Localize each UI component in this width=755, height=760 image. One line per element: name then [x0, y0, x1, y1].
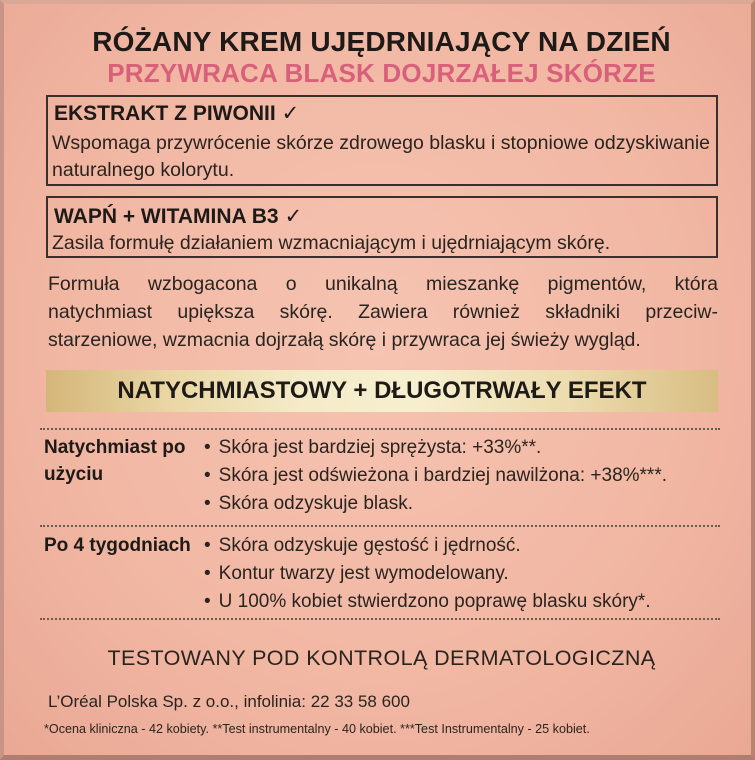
- result-label-4-weeks: [44, 532, 191, 559]
- list-item: • Skóra jest odświeżona i bardziej nawilżona: +38%***.: [204, 462, 724, 490]
- effect-band-text: NATYCHMIASTOWY + DŁUGOTRWAŁY EFEKT: [117, 377, 647, 404]
- ingredient-heading-text: WAPŃ + WITAMINA B3: [54, 205, 279, 228]
- ingredient-heading-text: EKSTRAKT Z PIWONII: [54, 102, 276, 125]
- ingredient-heading: [54, 204, 302, 229]
- checkmark-icon: ✓: [284, 205, 303, 228]
- checkmark-icon: ✓: [281, 102, 300, 125]
- result-list-immediate: [204, 434, 724, 518]
- ingredient-box-calcium: [46, 196, 718, 258]
- list-item: • U 100% kobiet stwierdzono poprawę blasku skóry*.: [204, 588, 724, 616]
- footnote: *Ocena kliniczna - 42 kobiety. **Test instrumentalny - 40 kobiet. ***Test Instrumentalny - 25 kobiet.: [44, 722, 590, 736]
- formula-description: [48, 270, 718, 354]
- result-label-line: Natychmiast po: [44, 437, 186, 458]
- list-item: • Skóra odzyskuje gęstość i jędrność.: [204, 532, 724, 560]
- product-title: RÓŻANY KREM UJĘDRNIAJĄCY NA DZIEŃ: [92, 26, 671, 57]
- dermatological-test-note: TESTOWANY POD KONTROLĄ DERMATOLOGICZNĄ: [107, 646, 656, 670]
- dotted-divider: [40, 525, 720, 527]
- formula-line: Formuła wzbogacona o unikalną mieszankę pigmentów, która: [48, 273, 718, 295]
- formula-line: natychmiast upiększa skórę. Zawiera również składniki przeciw-: [48, 301, 718, 323]
- result-label-line: użyciu: [44, 464, 104, 485]
- ingredient-description: Zasila formułę działaniem wzmacniającym i ujędrniającym skórę.: [52, 232, 611, 254]
- list-item: • Skóra jest bardziej sprężysta: +33%**.: [204, 434, 724, 462]
- ingredient-box-peony: [46, 95, 718, 186]
- result-label-immediate: [44, 434, 185, 488]
- ingredient-heading: [54, 101, 299, 126]
- product-subtitle: PRZYWRACA BLASK DOJRZAŁEJ SKÓRZE: [107, 58, 656, 88]
- company-info: L’Oréal Polska Sp. z o.o., infolinia: 22 33 58 600: [48, 692, 410, 711]
- dotted-divider: [40, 428, 720, 430]
- dotted-divider: [40, 618, 720, 620]
- list-item: • Skóra odzyskuje blask.: [204, 490, 724, 518]
- result-label-line: Po 4 tygodniach: [44, 535, 191, 556]
- result-list-4-weeks: [204, 532, 724, 616]
- ingredient-description: Wspomaga przywrócenie skórze zdrowego blasku i stopniowe odzyskiwanie naturalnego kolorytu.: [52, 132, 710, 181]
- formula-line: starzeniowe, wzmacnia dojrzałą skórę i przywraca jej świeży wygląd.: [48, 329, 641, 351]
- list-item: • Kontur twarzy jest wymodelowany.: [204, 560, 724, 588]
- effect-band: [46, 370, 718, 412]
